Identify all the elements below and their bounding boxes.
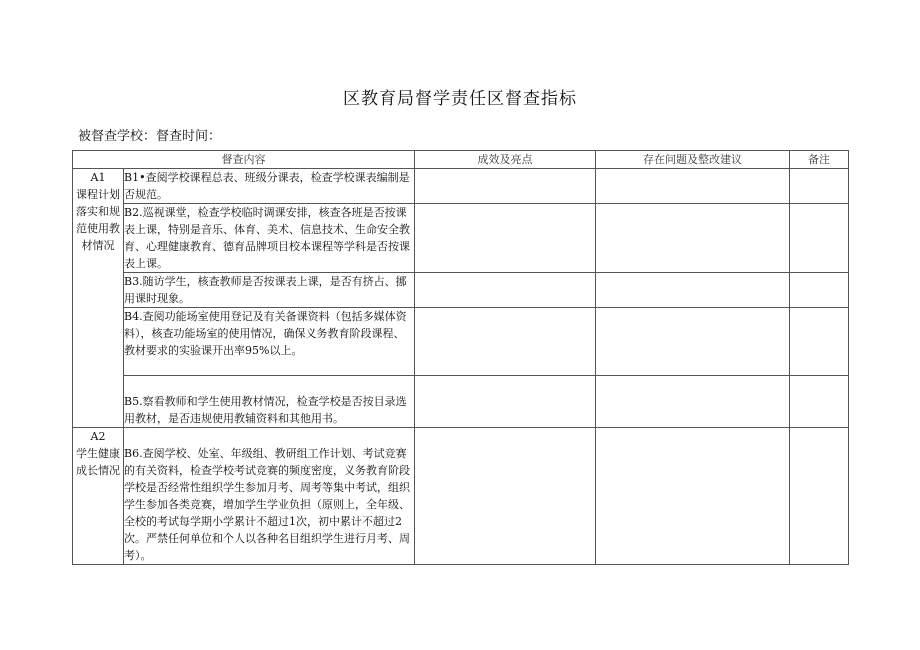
category-a1: [73, 169, 124, 428]
item-b3: B3.随访学生，核查教师是否按课表上课，是否有挤占、挪用课时现象。: [124, 273, 415, 308]
remarks-cell: [790, 273, 849, 308]
category-name: 课程计划落实和规范使用教材情况: [76, 188, 120, 252]
issues-cell: [596, 273, 790, 308]
category-code: A1: [90, 171, 106, 184]
achievements-cell: [415, 204, 596, 273]
item-b6: B6.查阅学校、处室、年级组、教研组工作计划、考试竞赛的有关资料，检查学校考试竞赛的频度密度，义务教育阶段学校是否经常性组织学生参加月考、周考等集中考试，组织学生参加各类竞赛，增加学生学业负担（原则上，全年级、全校的考试每学期小学累计不超过1次，初中累计不超过2次。严禁任何单位和个人以各种名目组织学生进行月考、周考）。: [124, 428, 415, 565]
remarks-cell: [790, 308, 849, 376]
header-content: 督查内容: [73, 151, 415, 169]
remarks-cell: [790, 204, 849, 273]
item-b2: B2.巡视课堂，检查学校临时调课安排，核查各班是否按课表上课，特别是音乐、体育、美术、信息技术、生命安全教育、心理健康教育、德育品牌项目校本课程等学科是否按课表上课。: [124, 204, 415, 273]
table-row: [73, 204, 849, 273]
issues-cell: [596, 169, 790, 204]
achievements-cell: [415, 169, 596, 204]
item-b1: B1•查阅学校课程总表、班级分课表，检查学校课表编制是否规范。: [124, 169, 415, 204]
category-code: A2: [90, 430, 106, 443]
item-b4: B4.查阅功能场室使用登记及有关备课资料（包括多媒体资料），核查功能场室的使用情况，确保义务教育阶段课程、教材要求的实验课开出率95%以上。: [124, 308, 415, 376]
document-title: 区教育局督学责任区督查指标: [343, 89, 577, 109]
header-row: [73, 151, 849, 169]
issues-cell: [596, 428, 790, 565]
remarks-cell: [790, 169, 849, 204]
table-row: [73, 376, 849, 428]
table-row: [73, 273, 849, 308]
issues-cell: [596, 308, 790, 376]
table-row: [73, 169, 849, 204]
issues-cell: [596, 376, 790, 428]
header-achievements: 成效及亮点: [415, 151, 596, 169]
category-name: 学生健康成长情况: [76, 447, 120, 477]
remarks-cell: [790, 376, 849, 428]
issues-cell: [596, 204, 790, 273]
achievements-cell: [415, 308, 596, 376]
table-row: [73, 428, 849, 565]
inspection-table: [72, 150, 849, 565]
category-a2: [73, 428, 124, 565]
item-b5: B5.察看教师和学生使用教材情况，检查学校是否按目录选用教材，是否违规使用教辅资料和其他用书。: [124, 376, 415, 428]
header-remarks: 备注: [790, 151, 849, 169]
achievements-cell: [415, 376, 596, 428]
achievements-cell: [415, 273, 596, 308]
header-issues: 存在问题及整改建议: [596, 151, 790, 169]
school-and-date-line: 被督查学校：督查时间：: [78, 129, 222, 144]
achievements-cell: [415, 428, 596, 565]
remarks-cell: [790, 428, 849, 565]
table-row: [73, 308, 849, 376]
